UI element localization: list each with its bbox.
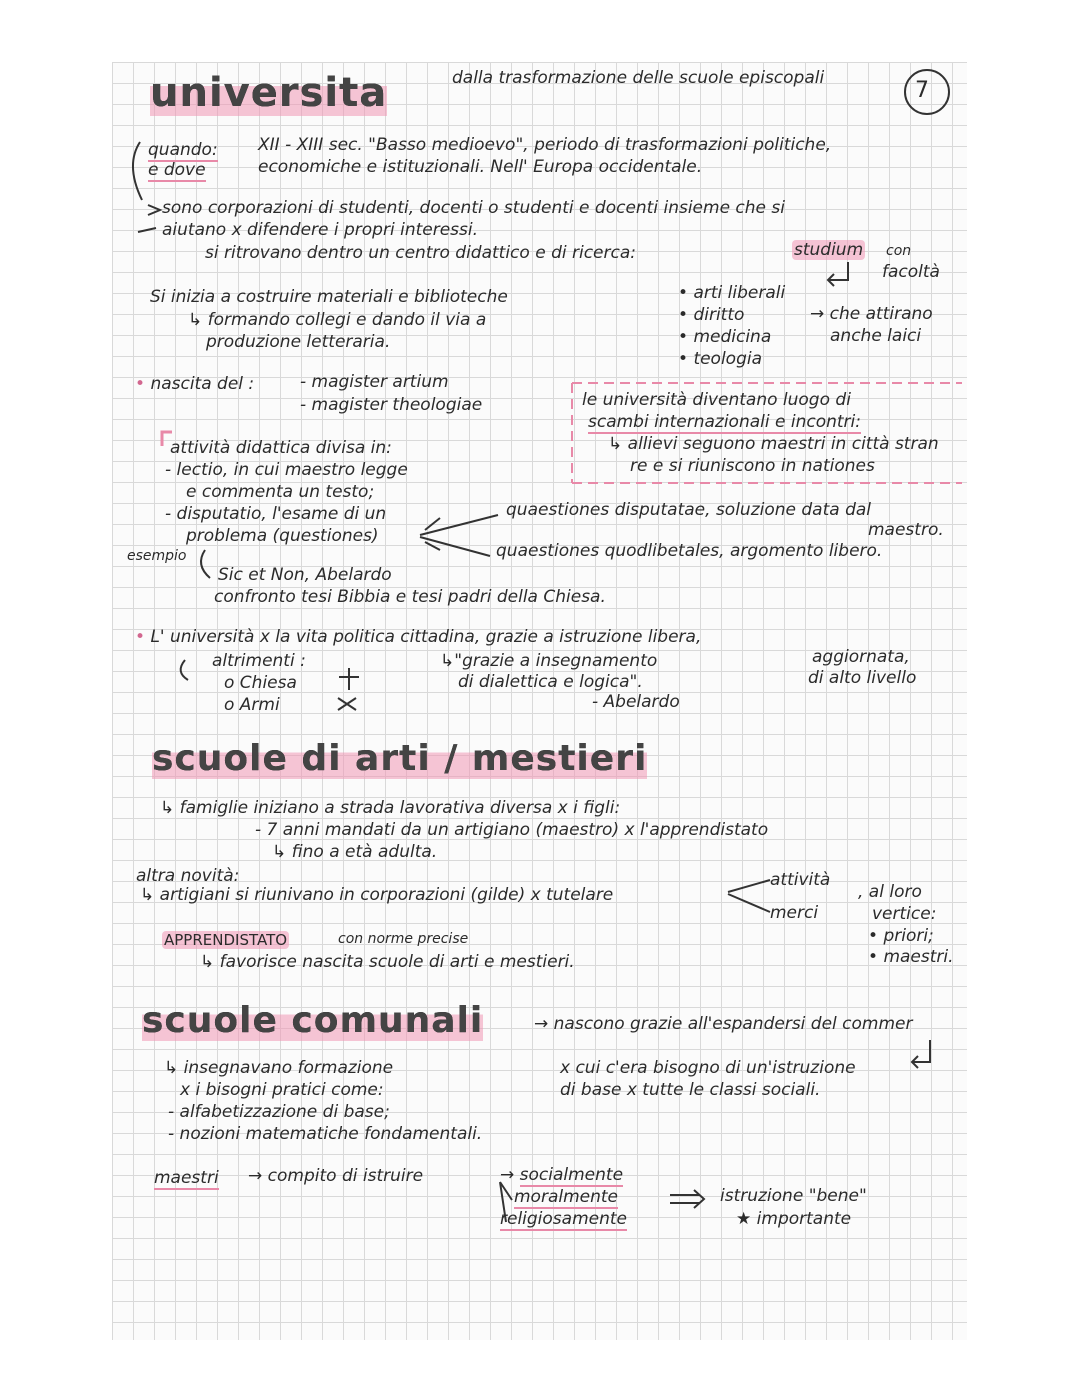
- quaestiones-quodlibetales: quaestiones quodlibetales, argomento libero.: [496, 541, 883, 561]
- materiali-text-3: produzione letteraria.: [206, 332, 391, 352]
- arti-text-4: ↳ artigiani si riunivano in corporazioni (gilde) x tutelare: [140, 885, 614, 905]
- novita-label: altra novità:: [136, 866, 240, 886]
- luogo-text-1: le università diventano luogo di: [582, 390, 851, 410]
- vertice-text-1: , al loro: [858, 882, 922, 902]
- aggiornata-text-1: aggiornata,: [812, 647, 910, 667]
- insegn-text-2: x i bisogni pratici come:: [180, 1080, 384, 1100]
- facolta-item-3: • teologia: [678, 349, 763, 369]
- materiali-text-1: Si inizia a costruire materiali e biblioteche: [150, 287, 508, 307]
- universita-title: universita: [150, 70, 388, 116]
- grazie-text-1: ↳"grazie a insegnamento: [440, 651, 658, 671]
- modo-item-0: → socialmente: [500, 1165, 624, 1185]
- facolta-label: facoltà: [882, 262, 940, 282]
- con-label: con: [886, 243, 912, 259]
- nascita-label: • nascita del :: [135, 374, 255, 394]
- armi-item: o Armi: [224, 695, 280, 715]
- grazie-text-2: di dialettica e logica".: [458, 672, 643, 692]
- arti-title: scuole di arti / mestieri: [152, 738, 648, 779]
- attirano-text-1: → che attirano: [810, 304, 933, 324]
- sic-text-2: confronto tesi Bibbia e tesi padri della Chiesa.: [214, 587, 606, 607]
- dove-label: e dove: [148, 160, 206, 180]
- luogo-text-2: scambi internazionali e incontri:: [588, 412, 861, 432]
- istruzione-text-1: istruzione "bene": [720, 1186, 867, 1206]
- attivita-title: attività didattica divisa in:: [170, 438, 392, 458]
- compito-text: → compito di istruire: [248, 1166, 424, 1186]
- quando-label: quando:: [148, 140, 218, 160]
- modo-item-2: religiosamente: [500, 1209, 628, 1229]
- disputatio-text-1: - disputatio, l'esame di un: [165, 504, 387, 524]
- insegn-text-3: - alfabetizzazione di base;: [168, 1102, 390, 1122]
- corp-text-1: sono corporazioni di studenti, docenti o studenti e docenti insieme che si: [162, 198, 785, 218]
- quando-text-2: economiche e istituzionali. Nell' Europa occidentale.: [258, 157, 703, 177]
- quando-text-1: XII - XIII sec. "Basso medioevo", periodo di trasformazioni politiche,: [258, 135, 832, 155]
- attirano-text-2: anche laici: [830, 326, 922, 346]
- attivita-label: attività: [770, 870, 831, 890]
- magister-2: - magister theologiae: [300, 395, 483, 415]
- corp-text-2: aiutano x difendere i propri interessi.: [162, 220, 479, 240]
- lectio-text-2: e commenta un testo;: [186, 482, 375, 502]
- chiesa-item: o Chiesa: [224, 673, 297, 693]
- universita-subtitle: dalla trasformazione delle scuole episcopali: [452, 68, 825, 88]
- altrimenti-label: altrimenti :: [212, 651, 306, 671]
- insegn-text-1: ↳ insegnavano formazione: [164, 1058, 394, 1078]
- favorisce-text: ↳ favorisce nascita scuole di arti e mestieri.: [200, 952, 575, 972]
- arti-text-3: ↳ fino a età adulta.: [272, 842, 438, 862]
- vertice-text-2: vertice:: [872, 904, 937, 924]
- disputatio-text-2: problema (questiones): [186, 526, 379, 546]
- studium-label: studium: [794, 240, 864, 260]
- quaestiones-disputatae: quaestiones disputatae, soluzione data dal: [506, 500, 872, 520]
- norme-text: con norme precise: [338, 931, 469, 947]
- aggiornata-text-2: di alto livello: [808, 668, 917, 688]
- facolta-item-0: • arti liberali: [678, 283, 786, 303]
- merci-label: merci: [770, 903, 819, 923]
- centro-text: si ritrovano dentro un centro didattico e di ricerca:: [205, 243, 636, 263]
- apprendistato-label: APPRENDISTATO: [164, 931, 288, 949]
- vertice-item-0: • priori;: [868, 926, 934, 946]
- lectio-text-1: - lectio, in cui maestro legge: [165, 460, 408, 480]
- page-number: 7: [915, 78, 929, 103]
- facolta-item-1: • diritto: [678, 305, 745, 325]
- comunali-title: scuole comunali: [142, 1000, 484, 1041]
- nascono-text: → nascono grazie all'espandersi del commer: [534, 1014, 913, 1034]
- luogo-text-4: re e si riuniscono in nationes: [630, 456, 875, 476]
- grazie-text-3: - Abelardo: [592, 692, 680, 712]
- politica-text: • L' università x la vita politica cittadina, grazie a istruzione libera,: [135, 627, 702, 647]
- arti-text-1: ↳ famiglie iniziano a strada lavorativa diversa x i figli:: [160, 798, 621, 818]
- maestri-label: maestri: [154, 1168, 219, 1188]
- insegn-text-4: - nozioni matematiche fondamentali.: [168, 1124, 483, 1144]
- facolta-item-2: • medicina: [678, 327, 772, 347]
- bisogno-text-1: x cui c'era bisogno di un'istruzione: [560, 1058, 856, 1078]
- vertice-item-1: • maestri.: [868, 947, 954, 967]
- luogo-text-3: ↳ allievi seguono maestri in città stran: [608, 434, 939, 454]
- bisogno-text-2: di base x tutte le classi sociali.: [560, 1080, 821, 1100]
- arti-text-2: - 7 anni mandati da un artigiano (maestro) x l'apprendistato: [255, 820, 769, 840]
- magister-1: - magister artium: [300, 372, 449, 392]
- sic-text-1: Sic et Non, Abelardo: [218, 565, 392, 585]
- istruzione-text-2: ★ importante: [736, 1209, 852, 1229]
- materiali-text-2: ↳ formando collegi e dando il via a: [188, 310, 487, 330]
- quaestiones-maestro: maestro.: [868, 520, 944, 540]
- modo-item-1: moralmente: [514, 1187, 619, 1207]
- esempio-label: esempio: [127, 548, 187, 564]
